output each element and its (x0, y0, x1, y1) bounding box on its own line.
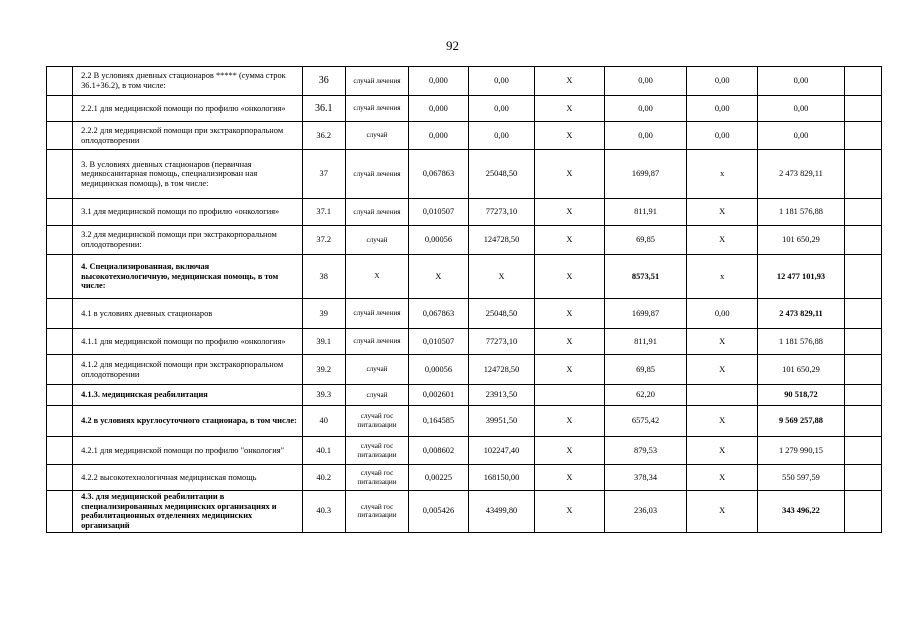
cell-empty (844, 299, 881, 329)
table-row (47, 96, 882, 122)
cell-v1: 0,00056 (409, 226, 469, 255)
cell-v1: 0,010507 (409, 329, 469, 355)
cell-name: 4.1.2 для медицинской помощи при экстракорпоральном оплодотворении (73, 355, 302, 385)
cell-empty (844, 150, 881, 199)
cell-empty (844, 437, 881, 465)
cell-v4: 811,91 (604, 199, 687, 226)
cell-v5: X (687, 465, 758, 491)
cell-v5: X (687, 355, 758, 385)
cell-margin (47, 199, 73, 226)
cell-margin (47, 226, 73, 255)
table-row (47, 385, 882, 406)
cell-margin (47, 491, 73, 533)
cell-v5: X (687, 199, 758, 226)
cell-v5: X (687, 226, 758, 255)
cell-name: 3.1 для медицинской помощи по профилю «онкология» (73, 199, 302, 226)
cell-unit: случай (345, 355, 408, 385)
cell-v3 (535, 385, 605, 406)
cell-v4: 6575,42 (604, 406, 687, 437)
cell-code: 37.1 (302, 199, 345, 226)
cell-v2: 23913,50 (468, 385, 534, 406)
cell-margin (47, 96, 73, 122)
cell-v3: X (535, 199, 605, 226)
cell-empty (844, 406, 881, 437)
cell-v4: 69,85 (604, 226, 687, 255)
cell-v5: x (687, 150, 758, 199)
cell-v1: 0,002601 (409, 385, 469, 406)
cell-code: 39.2 (302, 355, 345, 385)
cell-v2: 168150,00 (468, 465, 534, 491)
cell-name: 4.1.3. медицинская реабилитация (73, 385, 302, 406)
cell-unit: случай (345, 385, 408, 406)
cell-unit: случай лечения (345, 150, 408, 199)
cell-margin (47, 465, 73, 491)
cell-unit: случай гос питализации (345, 406, 408, 437)
cell-margin (47, 355, 73, 385)
cell-v2: 77273,10 (468, 329, 534, 355)
table-row (47, 226, 882, 255)
cell-v2: 102247,40 (468, 437, 534, 465)
table-row (47, 329, 882, 355)
cell-margin (47, 329, 73, 355)
cell-v3: X (535, 491, 605, 533)
cell-v1: 0,067863 (409, 150, 469, 199)
cell-margin (47, 299, 73, 329)
cell-v1: 0,164585 (409, 406, 469, 437)
cell-v4: 1699,87 (604, 150, 687, 199)
cell-empty (844, 67, 881, 96)
cell-unit: случай лечения (345, 199, 408, 226)
table-row (47, 406, 882, 437)
cell-v6: 0,00 (758, 96, 845, 122)
cell-v3: X (535, 226, 605, 255)
cell-empty (844, 329, 881, 355)
cell-unit: случай лечения (345, 299, 408, 329)
cell-code: 39.1 (302, 329, 345, 355)
cell-v4: 69,85 (604, 355, 687, 385)
cell-code: 36.2 (302, 122, 345, 150)
cell-v1: 0,00056 (409, 355, 469, 385)
cell-v4: 0,00 (604, 122, 687, 150)
cell-v5: x (687, 255, 758, 299)
cell-name: 4.2.1 для медицинской помощи по профилю "онкология" (73, 437, 302, 465)
cell-v1: 0,067863 (409, 299, 469, 329)
cell-v6: 0,00 (758, 122, 845, 150)
cell-margin (47, 67, 73, 96)
cell-v6: 550 597,59 (758, 465, 845, 491)
cell-name: 2.2.1 для медицинской помощи по профилю «онкология» (73, 96, 302, 122)
cell-v2: 124728,50 (468, 355, 534, 385)
cell-v5 (687, 385, 758, 406)
cell-v1: 0,000 (409, 122, 469, 150)
cell-name: 4.1.1 для медицинской помощи по профилю «онкология» (73, 329, 302, 355)
cell-name: 4.2 в условиях круглосуточного стационара, в том числе: (73, 406, 302, 437)
cell-v3: X (535, 67, 605, 96)
cell-unit: случай лечения (345, 67, 408, 96)
cell-v6: 9 569 257,88 (758, 406, 845, 437)
cell-v5: 0,00 (687, 96, 758, 122)
cell-v2: 43499,80 (468, 491, 534, 533)
cell-unit: случай (345, 226, 408, 255)
cell-v3: X (535, 437, 605, 465)
table-row (47, 67, 882, 96)
cell-unit: случай (345, 122, 408, 150)
cell-v1: 0,000 (409, 96, 469, 122)
cell-v3: X (535, 122, 605, 150)
cell-v3: X (535, 299, 605, 329)
table-row (47, 255, 882, 299)
table-row (47, 299, 882, 329)
cell-code: 38 (302, 255, 345, 299)
cell-empty (844, 96, 881, 122)
cell-v5: 0,00 (687, 299, 758, 329)
cell-v4: 378,34 (604, 465, 687, 491)
cell-unit: случай гос питализации (345, 465, 408, 491)
cell-empty (844, 385, 881, 406)
cell-code: 36.1 (302, 96, 345, 122)
cell-empty (844, 255, 881, 299)
cell-empty (844, 226, 881, 255)
cell-v6: 0,00 (758, 67, 845, 96)
cell-v2: 124728,50 (468, 226, 534, 255)
cell-unit: случай гос питализации (345, 437, 408, 465)
cell-v1: X (409, 255, 469, 299)
cell-v6: 1 181 576,88 (758, 329, 845, 355)
cell-v5: X (687, 491, 758, 533)
cell-margin (47, 122, 73, 150)
cell-margin (47, 150, 73, 199)
cell-name: 4. Специализированная, включая высокотехнологичную, медицинская помощь, в том числе: (73, 255, 302, 299)
cell-v2: 0,00 (468, 122, 534, 150)
cell-v1: 0,008602 (409, 437, 469, 465)
page-number: 92 (446, 38, 459, 53)
cell-code: 37.2 (302, 226, 345, 255)
cell-empty (844, 491, 881, 533)
cell-v2: 77273,10 (468, 199, 534, 226)
cell-v3: X (535, 255, 605, 299)
cell-code: 37 (302, 150, 345, 199)
table-row (47, 355, 882, 385)
table-row (47, 491, 882, 533)
cell-code: 40.2 (302, 465, 345, 491)
cell-name: 4.2.2 высокотехнологичная медицинская помощь (73, 465, 302, 491)
cell-code: 40 (302, 406, 345, 437)
cell-v3: X (535, 150, 605, 199)
cell-unit: случай лечения (345, 329, 408, 355)
table-row (47, 437, 882, 465)
cell-v6: 101 650,29 (758, 226, 845, 255)
cell-v6: 2 473 829,11 (758, 150, 845, 199)
table-row (47, 150, 882, 199)
cell-name: 4.1 в условиях дневных стационаров (73, 299, 302, 329)
cell-v3: X (535, 96, 605, 122)
cell-v3: X (535, 355, 605, 385)
cell-name: 3. В условиях дневных стационаров (первичная медикосанитарная помощь, специализирован ная медицинская помощь), в том числе: (73, 150, 302, 199)
cell-unit: X (345, 255, 408, 299)
cell-v5: 0,00 (687, 67, 758, 96)
data-table (46, 66, 882, 533)
table-row (47, 122, 882, 150)
cell-v6: 1 181 576,88 (758, 199, 845, 226)
cell-code: 39 (302, 299, 345, 329)
cell-v4: 62,20 (604, 385, 687, 406)
cell-v6: 12 477 101,93 (758, 255, 845, 299)
cell-v6: 1 279 990,15 (758, 437, 845, 465)
cell-v2: 39951,50 (468, 406, 534, 437)
cell-v6: 343 496,22 (758, 491, 845, 533)
cell-code: 36 (302, 67, 345, 96)
cell-v1: 0,010507 (409, 199, 469, 226)
cell-v2: 25048,50 (468, 299, 534, 329)
cell-v5: X (687, 406, 758, 437)
cell-code: 39.3 (302, 385, 345, 406)
cell-v3: X (535, 406, 605, 437)
cell-v3: X (535, 465, 605, 491)
cell-v2: 25048,50 (468, 150, 534, 199)
table-row (47, 465, 882, 491)
cell-v1: 0,000 (409, 67, 469, 96)
cell-code: 40.3 (302, 491, 345, 533)
cell-margin (47, 406, 73, 437)
cell-v4: 1699,87 (604, 299, 687, 329)
cell-v2: 0,00 (468, 67, 534, 96)
cell-v6: 101 650,29 (758, 355, 845, 385)
cell-empty (844, 355, 881, 385)
cell-unit: случай лечения (345, 96, 408, 122)
cell-name: 4.3. для медицинской реабилитации в специализированных медицинских организациях и реабилитационных отделениях медицинских организаций (73, 491, 302, 533)
cell-name: 2.2 В условиях дневных стационаров ***** (сумма строк 36.1+36.2), в том числе: (73, 67, 302, 96)
cell-v4: 879,53 (604, 437, 687, 465)
cell-v4: 0,00 (604, 67, 687, 96)
cell-v4: 0,00 (604, 96, 687, 122)
cell-v4: 8573,51 (604, 255, 687, 299)
cell-code: 40.1 (302, 437, 345, 465)
cell-name: 3.2 для медицинской помощи при экстракорпоральном оплодотворении: (73, 226, 302, 255)
cell-v4: 236,03 (604, 491, 687, 533)
cell-v5: 0,00 (687, 122, 758, 150)
cell-margin (47, 255, 73, 299)
cell-margin (47, 437, 73, 465)
cell-empty (844, 122, 881, 150)
cell-v5: X (687, 437, 758, 465)
cell-v6: 2 473 829,11 (758, 299, 845, 329)
cell-empty (844, 465, 881, 491)
cell-v3: X (535, 329, 605, 355)
cell-margin (47, 385, 73, 406)
cell-v4: 811,91 (604, 329, 687, 355)
cell-empty (844, 199, 881, 226)
cell-name: 2.2.2 для медицинской помощи при экстракорпоральном оплодотворении (73, 122, 302, 150)
cell-v2: X (468, 255, 534, 299)
cell-v1: 0,005426 (409, 491, 469, 533)
cell-unit: случай гос питализации (345, 491, 408, 533)
cell-v6: 90 518,72 (758, 385, 845, 406)
table-row (47, 199, 882, 226)
cell-v1: 0,00225 (409, 465, 469, 491)
cell-v5: X (687, 329, 758, 355)
cell-v2: 0,00 (468, 96, 534, 122)
